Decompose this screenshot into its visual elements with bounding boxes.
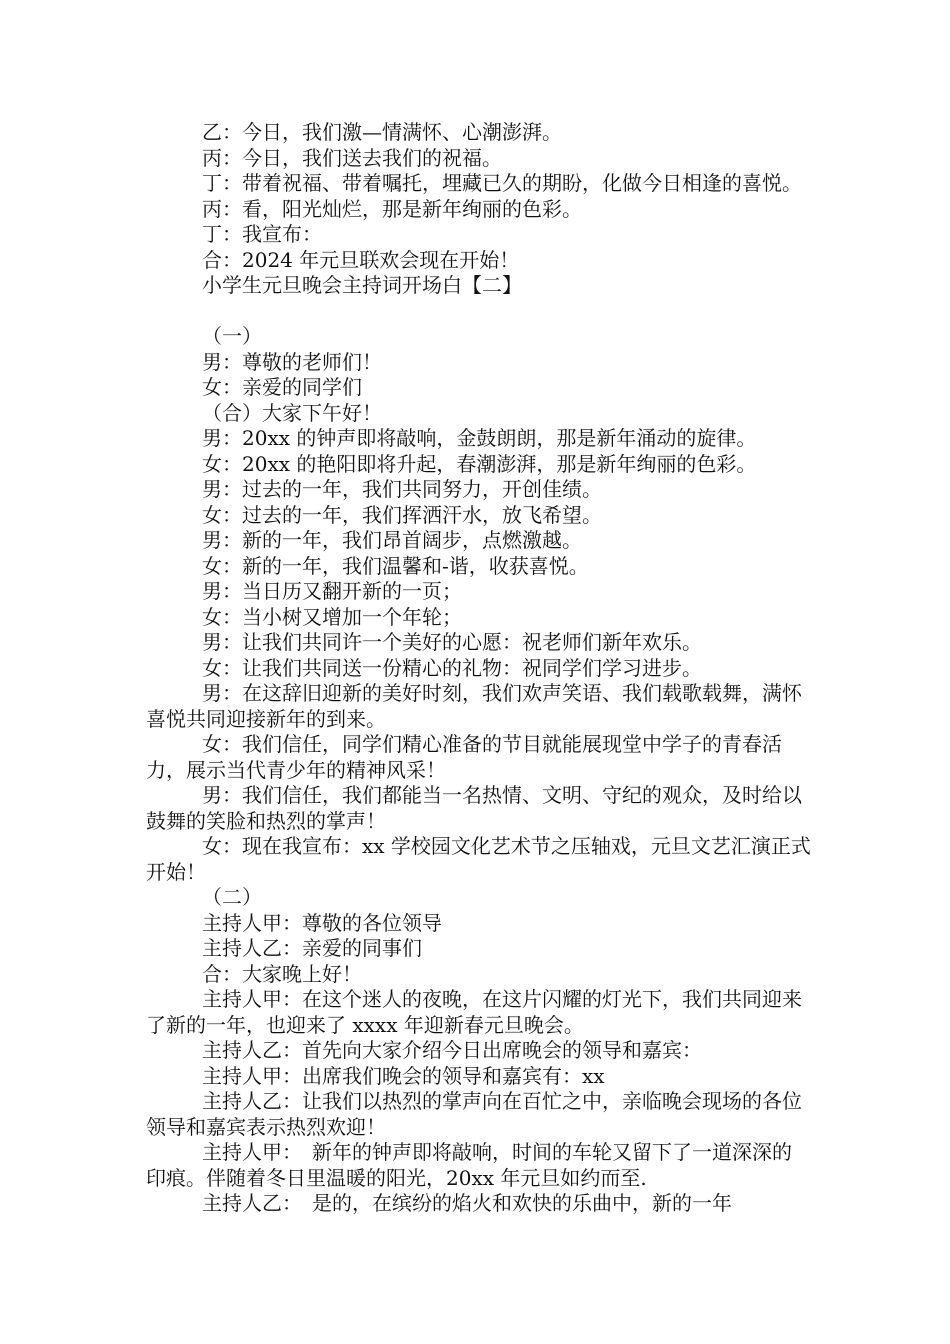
paragraph: 男：让我们共同许一个美好的心愿：祝老师们新年欢乐。 — [202, 630, 702, 654]
paragraph: 主持人甲：尊敬的各位领导 — [202, 910, 442, 935]
paragraph: 丙：今日，我们送去我们的祝福。 — [202, 145, 502, 170]
paragraph: 主持人乙： 是的，在缤纷的焰火和欢快的乐曲中，新的一年 — [202, 1191, 732, 1215]
blank-line — [146, 299, 811, 325]
paragraph: 男：在这辞旧迎新的美好时刻，我们欢声笑语、我们载歌载舞，满怀喜悦共同迎接新年的到来。 — [146, 681, 802, 731]
paragraph: 主持人乙：让我们以热烈的掌声向在百忙之中，亲临晚会现场的各位领导和嘉宾表示热烈欢迎！ — [146, 1089, 802, 1139]
paragraph: 男：过去的一年，我们共同努力，开创佳绩。 — [202, 477, 602, 501]
paragraph: 乙：今日，我们激—情满怀、心潮澎湃。 — [202, 120, 562, 144]
paragraph: 主持人乙：亲爱的同事们 — [202, 936, 422, 960]
paragraph: 女：过去的一年，我们挥洒汗水，放飞希望。 — [202, 502, 602, 527]
paragraph: （合）大家下午好！ — [202, 400, 382, 425]
paragraph: 男：当日历又翻开新的一页； — [202, 579, 462, 603]
paragraph: 女：20xx 的艳阳即将升起，春潮澎湃，那是新年绚丽的色彩。 — [202, 451, 757, 476]
paragraph: 男：我们信任，我们都能当一名热情、文明、守纪的观众，及时给以鼓舞的笑脸和热烈的掌声！ — [146, 783, 802, 833]
paragraph: 合：2024 年元旦联欢会现在开始！ — [202, 247, 520, 272]
paragraph: 丁：带着祝福、带着嘱托，埋藏已久的期盼，化做今日相逢的喜悦。 — [202, 171, 802, 195]
paragraph: 女：当小树又增加一个年轮； — [202, 604, 462, 629]
paragraph: 主持人甲： 新年的钟声即将敲响，时间的车轮又留下了一道深深的印痕。伴随着冬日里温暖的阳光，20xx 年元旦如约而至. — [146, 1140, 792, 1190]
subsection-marker: （二） — [202, 885, 262, 909]
paragraph: 男：20xx 的钟声即将敲响，金鼓朗朗，那是新年涌动的旋律。 — [202, 426, 757, 450]
paragraph: 女：新的一年，我们温馨和-谐，收获喜悦。 — [202, 553, 589, 578]
subsection-marker: （一） — [202, 324, 262, 348]
paragraph: 丙：看，阳光灿烂，那是新年绚丽的色彩。 — [202, 196, 582, 221]
paragraph: 男：尊敬的老师们！ — [202, 349, 382, 374]
paragraph: 女：我们信任，同学们精心准备的节目就能展现堂中学子的青春活力，展示当代青少年的精神风采！ — [146, 732, 782, 782]
paragraph: 主持人乙：首先向大家介绍今日出席晚会的领导和嘉宾： — [202, 1038, 702, 1062]
paragraph: 女：亲爱的同学们 — [202, 375, 362, 399]
paragraph: 女：现在我宣布：xx 学校园文化艺术节之压轴戏，元旦文艺汇演正式开始！ — [146, 834, 811, 884]
paragraph: 丁：我宣布： — [202, 222, 322, 246]
paragraph: 女：让我们共同送一份精心的礼物：祝同学们学习进步。 — [202, 655, 702, 680]
paragraph: 男：新的一年，我们昂首阔步，点燃激越。 — [202, 528, 582, 552]
paragraph: 主持人甲：在这个迷人的夜晚，在这片闪耀的灯光下，我们共同迎来了新的一年，也迎来了 xxxx 年迎新春元旦晚会。 — [146, 987, 802, 1037]
section-heading: 小学生元旦晚会主持词开场白【二】 — [202, 273, 522, 297]
paragraph: 合：大家晚上好！ — [202, 961, 362, 986]
paragraph: 主持人甲：出席我们晚会的领导和嘉宾有：xx — [202, 1063, 605, 1088]
document-body — [146, 120, 811, 1217]
